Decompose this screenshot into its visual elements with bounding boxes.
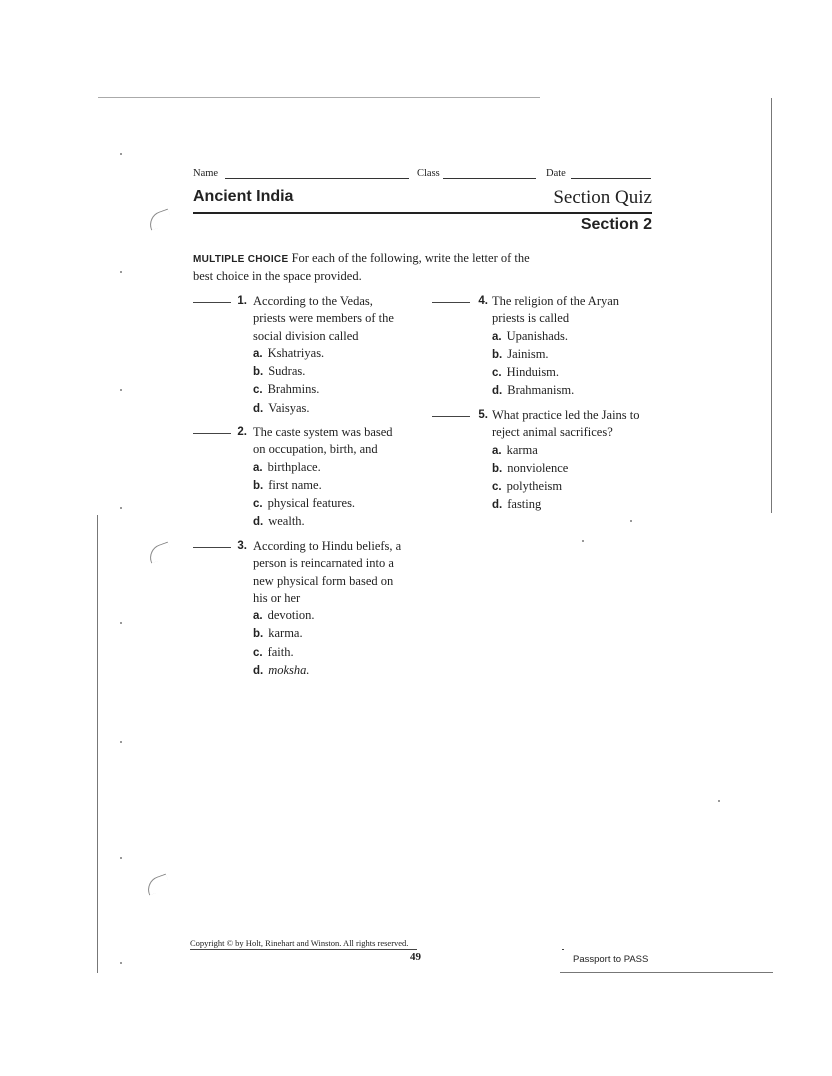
option-d: d. fasting (492, 497, 542, 512)
date-line (571, 178, 651, 179)
instructions-line1: For each of the following, write the letter of the (291, 251, 530, 265)
option-c: c. faith. (253, 644, 294, 659)
option-b: b. Jainism. (492, 346, 549, 361)
answer-blank[interactable] (193, 433, 231, 434)
left-edge (97, 515, 98, 973)
option-c: c. physical features. (253, 496, 356, 511)
question-stem: his or her (253, 590, 301, 605)
option-b: b. first name. (253, 477, 322, 492)
option-b: b. nonviolence (492, 460, 569, 475)
option-d: d. moksha. (253, 663, 310, 678)
option-d: d. Vaisyas. (253, 400, 310, 415)
option-b: b. Sudras. (253, 364, 306, 379)
question-stem: According to Hindu beliefs, a (253, 539, 402, 553)
option-a: a. Upanishads. (492, 328, 569, 343)
option-b: b. karma. (253, 626, 303, 641)
question-number: 2. (237, 426, 247, 438)
question-stem: priests is called (492, 311, 570, 326)
answer-blank[interactable] (193, 547, 231, 548)
answer-blank[interactable] (432, 416, 470, 417)
answer-blank[interactable] (432, 302, 470, 303)
instructions-line2: best choice in the space provided. (193, 269, 362, 283)
question-stem: social division called (253, 328, 359, 343)
instructions-heading: MULTIPLE CHOICE (193, 254, 289, 265)
question-number: 4. (478, 295, 488, 307)
question-stem: The religion of the Aryan (492, 294, 620, 308)
option-a: a. birthplace. (253, 459, 321, 474)
name-field[interactable]: Name (193, 168, 219, 179)
option-c: c. Hinduism. (492, 365, 560, 380)
question-stem: According to the Vedas, (253, 294, 373, 308)
question-stem: new physical form based on (253, 573, 394, 588)
punch-hole-mark (144, 874, 171, 896)
question-number: 1. (237, 295, 247, 307)
question-number: 3. (237, 540, 247, 552)
quiz-type: Section Quiz (553, 187, 652, 208)
question-stem: What practice led the Jains to (492, 408, 640, 422)
footer-rule-left (190, 949, 417, 950)
bottom-rule (560, 972, 773, 973)
right-edge (771, 98, 772, 513)
question-number: 5. (478, 409, 488, 421)
option-a: a. karma (492, 442, 538, 457)
question-stem: priests were members of the (253, 311, 394, 326)
book-title: Passport to PASS (573, 954, 649, 965)
copyright: Copyright © by Holt, Rinehart and Winston. All rights reserved. (190, 938, 409, 948)
answer-blank[interactable] (193, 302, 231, 303)
name-line (225, 178, 409, 179)
question-stem: person is reincarnated into a (253, 556, 394, 571)
option-c: c. Brahmins. (253, 382, 320, 397)
page-title: Ancient India (193, 188, 294, 205)
question-stem: on occupation, birth, and (253, 442, 378, 457)
class-line (443, 178, 536, 179)
top-rule (98, 97, 540, 98)
date-field[interactable]: Date (546, 168, 566, 179)
punch-hole-mark (146, 542, 173, 564)
instructions (193, 250, 530, 285)
punch-hole-mark (146, 209, 173, 231)
section-label: Section 2 (580, 216, 652, 233)
class-field[interactable]: Class (417, 168, 440, 179)
header-rule (193, 212, 652, 214)
page-number: 49 (410, 951, 421, 963)
option-a: a. Kshatriyas. (253, 345, 325, 360)
option-a: a. devotion. (253, 608, 315, 623)
question-stem: reject animal sacrifices? (492, 425, 613, 440)
question-stem: The caste system was based (253, 425, 393, 439)
option-d: d. Brahmanism. (492, 383, 575, 398)
option-c: c. polytheism (492, 479, 563, 494)
footer-rule-right (562, 949, 564, 950)
option-d: d. wealth. (253, 514, 305, 529)
